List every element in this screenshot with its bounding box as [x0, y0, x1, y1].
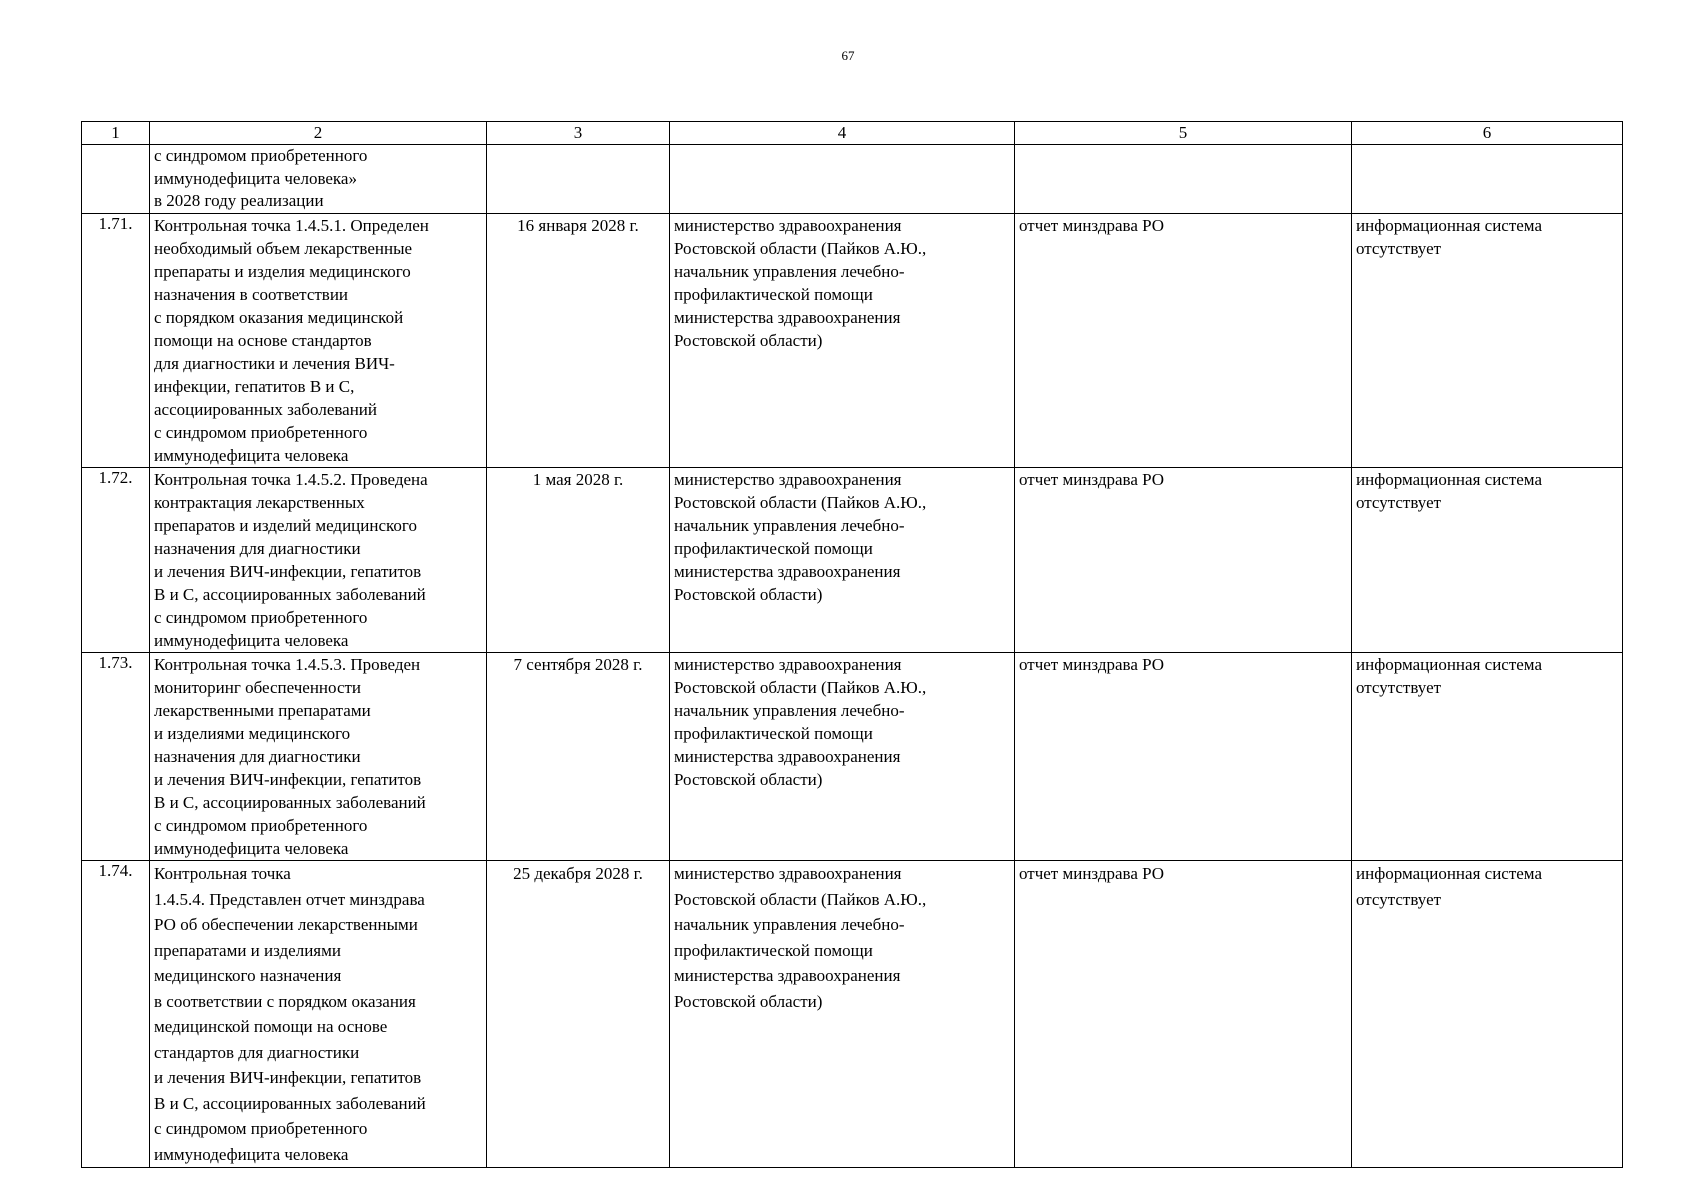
table-row — [82, 861, 1623, 1168]
description-line: в соответствии с порядком оказания — [154, 991, 416, 1011]
responsible-cell — [670, 468, 1015, 653]
page-number: 67 — [841, 48, 855, 63]
column-header: 2 — [150, 122, 487, 145]
responsible-line: профилактической помощи — [674, 724, 873, 744]
description-line: ассоциированных заболеваний — [154, 400, 378, 420]
description-line: мониторинг обеспеченности — [154, 678, 362, 698]
responsible-cell — [670, 214, 1015, 468]
info-system-cell — [1352, 145, 1623, 214]
description-line: необходимый объем лекарственные — [154, 239, 413, 259]
description-line: препараты и изделия медицинского — [154, 262, 411, 282]
document-cell — [1015, 468, 1352, 653]
description-line: медицинского назначения — [154, 966, 342, 986]
date-text: 25 декабря 2028 г. — [513, 864, 643, 884]
description-line: с синдромом приобретенного — [154, 146, 368, 165]
responsible-line: Ростовской области) — [674, 585, 823, 605]
description-line: препаратами и изделиями — [154, 940, 341, 960]
responsible-cell — [670, 653, 1015, 861]
description-cell — [150, 145, 487, 214]
responsible-line: министерство здравоохранения — [674, 216, 902, 236]
column-header: 5 — [1015, 122, 1352, 145]
row-number-cell: 1.71. — [82, 214, 150, 468]
description-line: и лечения ВИЧ-инфекции, гепатитов — [154, 770, 422, 790]
description-cell — [150, 468, 487, 653]
date-text: 1 мая 2028 г. — [532, 470, 624, 490]
description-line: помощи на основе стандартов — [154, 331, 372, 351]
description-line: Контрольная точка 1.4.5.3. Проведен — [154, 655, 421, 675]
info-system-cell — [1352, 468, 1623, 653]
description-line: иммунодефицита человека — [154, 446, 349, 466]
date-cell — [487, 653, 670, 861]
date-text: 7 сентября 2028 г. — [513, 655, 643, 675]
document-text: отчет минздрава РО — [1019, 216, 1165, 236]
description-line: контрактация лекарственных — [154, 493, 365, 513]
description-line: инфекции, гепатитов В и С, — [154, 377, 355, 397]
responsible-line: министерство здравоохранения — [674, 655, 902, 675]
info-system-cell — [1352, 653, 1623, 861]
responsible-cell — [670, 861, 1015, 1168]
info-system-line: отсутствует — [1356, 493, 1442, 513]
document-text: отчет минздрава РО — [1019, 655, 1165, 675]
description-cell — [150, 653, 487, 861]
info-system-line: отсутствует — [1356, 239, 1442, 259]
description-line: иммунодефицита человека — [154, 1144, 349, 1164]
document-cell — [1015, 653, 1352, 861]
document-cell — [1015, 861, 1352, 1168]
description-cell — [150, 861, 487, 1168]
responsible-line: министерство здравоохранения — [674, 470, 902, 490]
info-system-line: отсутствует — [1356, 889, 1442, 909]
responsible-line: Ростовской области (Пайков А.Ю., — [674, 889, 927, 909]
description-cell — [150, 214, 487, 468]
description-line: В и С, ассоциированных заболеваний — [154, 585, 426, 605]
description-line: иммунодефицита человека — [154, 631, 349, 651]
document-text: отчет минздрава РО — [1019, 470, 1165, 490]
description-line: Контрольная точка 1.4.5.1. Определен — [154, 216, 429, 236]
description-line: назначения в соответствии — [154, 285, 349, 305]
description-line: иммунодефицита человека» — [154, 168, 357, 188]
responsible-line: министерства здравоохранения — [674, 308, 901, 328]
responsible-line: Ростовской области) — [674, 991, 823, 1011]
description-line: с синдромом приобретенного — [154, 1119, 368, 1139]
description-line: назначения для диагностики — [154, 539, 361, 559]
table-row — [82, 653, 1623, 861]
description-line: и изделиями медицинского — [154, 724, 351, 744]
row-number-cell: 1.72. — [82, 468, 150, 653]
responsible-line: Ростовской области) — [674, 770, 823, 790]
description-line: стандартов для диагностики — [154, 1042, 360, 1062]
responsible-line: начальник управления лечебно- — [674, 516, 905, 536]
description-line: препаратов и изделий медицинского — [154, 516, 417, 536]
responsible-line: Ростовской области (Пайков А.Ю., — [674, 678, 927, 698]
column-header: 1 — [82, 122, 150, 145]
description-line: с синдромом приобретенного — [154, 423, 368, 443]
date-text: 16 января 2028 г. — [517, 216, 639, 236]
date-cell — [487, 861, 670, 1168]
description-line: лекарственными препаратами — [154, 701, 371, 721]
date-cell — [487, 468, 670, 653]
responsible-line: начальник управления лечебно- — [674, 262, 905, 282]
description-line: с порядком оказания медицинской — [154, 308, 404, 328]
table-row — [82, 214, 1623, 468]
description-line: РО об обеспечении лекарственными — [154, 915, 418, 935]
responsible-line: министерство здравоохранения — [674, 864, 902, 884]
description-line: и лечения ВИЧ-инфекции, гепатитов — [154, 1068, 422, 1088]
description-line: с синдромом приобретенного — [154, 608, 368, 628]
info-system-line: отсутствует — [1356, 678, 1442, 698]
column-header: 6 — [1352, 122, 1623, 145]
date-cell — [487, 214, 670, 468]
date-cell — [487, 145, 670, 214]
column-number-header-row — [82, 122, 1623, 145]
row-number-cell — [82, 145, 150, 214]
description-line: с синдромом приобретенного — [154, 816, 368, 836]
description-line: для диагностики и лечения ВИЧ- — [154, 354, 395, 374]
description-line: Контрольная точка 1.4.5.2. Проведена — [154, 470, 428, 490]
responsible-line: Ростовской области (Пайков А.Ю., — [674, 493, 927, 513]
responsible-line: начальник управления лечебно- — [674, 915, 905, 935]
info-system-line: информационная система — [1356, 864, 1542, 884]
responsible-line: начальник управления лечебно- — [674, 701, 905, 721]
info-system-line: информационная система — [1356, 470, 1542, 490]
description-line: в 2028 году реализации — [154, 191, 324, 211]
info-system-cell — [1352, 861, 1623, 1168]
responsible-line: профилактической помощи — [674, 940, 873, 960]
info-system-line: информационная система — [1356, 216, 1542, 236]
column-header: 4 — [670, 122, 1015, 145]
responsible-line: Ростовской области (Пайков А.Ю., — [674, 239, 927, 259]
responsible-line: министерства здравоохранения — [674, 747, 901, 767]
responsible-line: министерства здравоохранения — [674, 966, 901, 986]
info-system-line: информационная система — [1356, 655, 1542, 675]
responsible-line: министерства здравоохранения — [674, 562, 901, 582]
table-row-continuation — [82, 145, 1623, 214]
plan-table — [81, 121, 1623, 1168]
description-line: назначения для диагностики — [154, 747, 361, 767]
description-line: В и С, ассоциированных заболеваний — [154, 1093, 426, 1113]
responsible-cell — [670, 145, 1015, 214]
description-line: иммунодефицита человека — [154, 839, 349, 859]
responsible-line: Ростовской области) — [674, 331, 823, 351]
description-line: и лечения ВИЧ-инфекции, гепатитов — [154, 562, 422, 582]
column-header: 3 — [487, 122, 670, 145]
responsible-line: профилактической помощи — [674, 539, 873, 559]
document-cell — [1015, 214, 1352, 468]
description-line: В и С, ассоциированных заболеваний — [154, 793, 426, 813]
document-cell — [1015, 145, 1352, 214]
description-line: медицинской помощи на основе — [154, 1017, 388, 1037]
responsible-line: профилактической помощи — [674, 285, 873, 305]
row-number-cell: 1.73. — [82, 653, 150, 861]
info-system-cell — [1352, 214, 1623, 468]
document-text: отчет минздрава РО — [1019, 864, 1165, 884]
description-line: Контрольная точка — [154, 864, 291, 884]
table-row — [82, 468, 1623, 653]
description-line: 1.4.5.4. Представлен отчет минздрава — [154, 889, 425, 909]
row-number-cell: 1.74. — [82, 861, 150, 1168]
